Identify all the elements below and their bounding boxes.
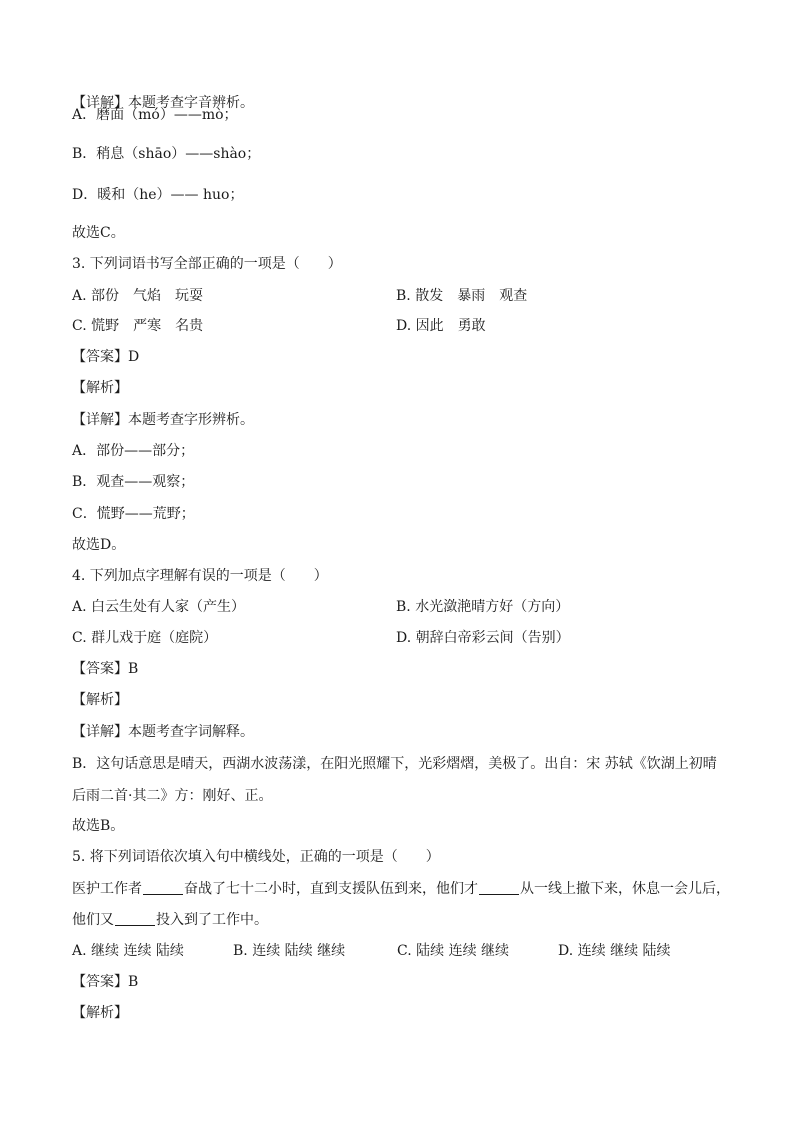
question-4-option-b: B. 水光潋滟晴方好（方向） [396, 599, 570, 615]
sentence-segment: 奋战了七十二小时，直到支援队伍到来，他们才 [184, 881, 478, 897]
conclusion-q2: 故选C。 [72, 225, 125, 241]
explanation-q4-line1: B．这句话意思是晴天，西湖水波荡漾，在阳光照耀下，光彩熠熠，美极了。出自：宋 苏轼《饮湖上初晴 [72, 756, 717, 772]
question-5-stem: 5. 将下列词语依次填入句中横线处，正确的一项是（ ） [72, 849, 440, 865]
answer-q3: 【答案】D [72, 349, 140, 365]
detail-q3: 【详解】本题考查字形辨析。 [72, 412, 254, 428]
explanation-q4-line2: 后雨二首·其二》方：刚好、正。 [72, 788, 273, 804]
sentence-segment: 投入到了工作中。 [156, 912, 268, 928]
question-4-stem: 4. 下列加点字理解有误的一项是（ ） [72, 568, 328, 584]
question-5-option-a: A. 继续 连续 陆续 [72, 943, 184, 959]
answer-q4: 【答案】B [72, 661, 139, 677]
conclusion-q3: 故选D。 [72, 537, 126, 553]
question-3-option-c: C. 慌野 严寒 名贵 [72, 318, 204, 334]
question-5-option-c: C. 陆续 连续 继续 [397, 943, 510, 959]
conclusion-q4: 故选B。 [72, 818, 125, 834]
analysis-q4: 【解析】 [72, 692, 128, 708]
note-q2-b: B．稍息（shāo）——shào； [72, 146, 261, 162]
question-4-option-d: D. 朝辞白帝彩云间（告别） [396, 630, 570, 646]
question-5-option-d: D. 连续 继续 陆续 [558, 943, 671, 959]
fill-blank-2 [479, 880, 519, 895]
detail-q4: 【详解】本题考查字词解释。 [72, 724, 254, 740]
sentence-segment: 他们又 [72, 912, 114, 928]
question-4-option-a: A. 白云生处有人家（产生） [72, 599, 246, 615]
sentence-segment: 从一线上撤下来，休息一会儿后， [520, 881, 730, 897]
note-q3-b: B．观查——观察； [72, 474, 195, 490]
fill-blank-1 [143, 880, 183, 895]
question-3-option-b: B. 散发 暴雨 观查 [396, 288, 528, 304]
question-3-stem: 3. 下列词语书写全部正确的一项是（ ） [72, 256, 342, 272]
question-4-option-c: C. 群儿戏于庭（庭院） [72, 630, 218, 646]
note-q3-a: A．部份——部分； [72, 443, 195, 459]
question-3-option-a: A. 部份 气焰 玩耍 [72, 288, 204, 304]
note-q2-a: A．磨面（mó）——mò； [72, 107, 238, 123]
question-5-sentence-line1 [72, 879, 730, 899]
answer-q5: 【答案】B [72, 974, 139, 990]
sentence-segment: 医护工作者 [72, 881, 142, 897]
question-3-option-d: D. 因此 勇敢 [396, 318, 486, 334]
analysis-q3: 【解析】 [72, 380, 128, 396]
analysis-q5: 【解析】 [72, 1005, 128, 1021]
fill-blank-3 [115, 911, 155, 926]
note-q3-c: C．慌野——荒野； [72, 506, 195, 522]
question-5-option-b: B. 连续 陆续 继续 [233, 943, 346, 959]
question-5-sentence-line2 [72, 910, 268, 930]
note-q2-d: D．暖和（he）—— huo； [72, 187, 244, 203]
detail-q2: 【详解】本题考查字音辨析。 [72, 95, 254, 111]
